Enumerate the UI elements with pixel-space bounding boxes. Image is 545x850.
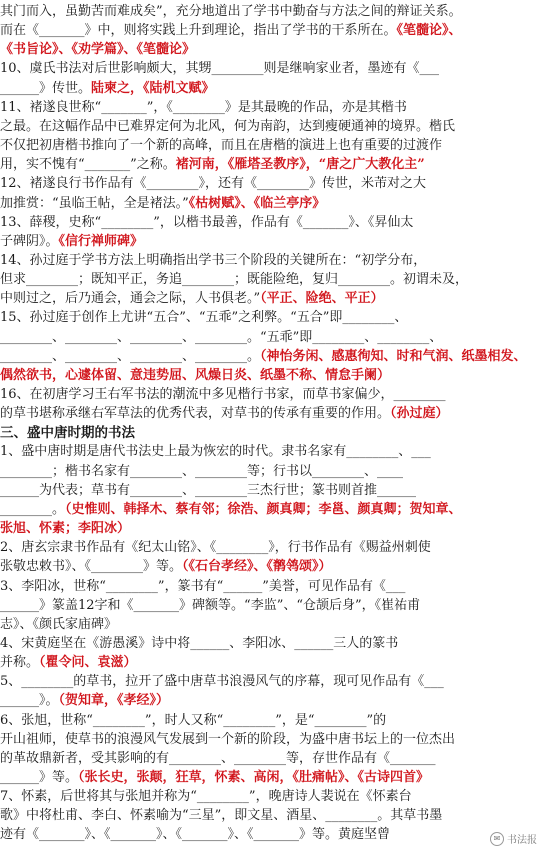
question-text: ________、________、________、________。 [0, 348, 261, 364]
question-text: 4、宋黄庭坚在《游愚溪》诗中将______、李阳冰、______三人的篆书 [0, 635, 399, 651]
text-line [0, 329, 545, 347]
text-line [0, 137, 545, 155]
question-text: 的草书堪称承继右军草法的优秀代表，对草书的传承有重要的作用。 [0, 406, 391, 422]
question-text: 16、在初唐学习王右军书法的潮流中多见楷行书家，而草书家偏少，________ [0, 387, 446, 402]
text-line [0, 692, 545, 710]
answer-text: 偶然欲书，心遽体留、意违势屈、风燥日炎、纸墨不称、情怠手阑） [0, 367, 391, 383]
question-text: 2、唐玄宗隶书作品有《纪太山铭》、《________》，行书作品有《赐益州刺使 [0, 540, 431, 556]
question-text: 15、孙过庭于创作上尤讲“五合”、“五乖”之利弊。“五合”即________、 [0, 310, 408, 326]
text-line [0, 367, 545, 385]
question-text: 并称。 [0, 655, 40, 671]
text-line [0, 482, 545, 500]
answer-text: 《笔髓论》、 [396, 23, 462, 39]
question-text: ________、________、________、________。“五乖”即________、________、 [0, 329, 443, 345]
question-text: 加推赏：“虽临王帖，全是褚法。” [0, 195, 189, 211]
text-line [0, 558, 545, 576]
text-line [0, 616, 545, 634]
question-text: 1、盛中唐时期是唐代书法史上最为恢宏的时代。隶书名家有________、___ [0, 444, 431, 460]
text-line [0, 731, 545, 749]
text-line [0, 80, 545, 98]
text-line [0, 673, 545, 691]
answer-text: （孙过庭） [390, 406, 449, 422]
text-line [0, 233, 545, 251]
question-text: 张敬忠敕书》、《________》等。 [0, 559, 183, 575]
question-text: ________。 [0, 501, 66, 517]
text-line [0, 424, 545, 443]
text-line [0, 597, 545, 615]
text-line [0, 750, 545, 768]
question-text: 用，实不愧有“_______”之称。 [0, 157, 176, 173]
answer-text: 张旭、怀素；李阳冰） [0, 521, 131, 537]
question-text: ________；楷书名家有________、________等；行书以________、____ [0, 463, 404, 479]
answer-text: （贺知章，《孝经》） [58, 693, 170, 709]
text-line [0, 769, 545, 787]
text-line [0, 252, 545, 270]
text-line [0, 712, 545, 730]
text-line [0, 386, 545, 404]
text-line [0, 788, 545, 806]
text-line [0, 195, 545, 213]
text-line [0, 175, 545, 193]
question-text: 子碑阴》。 [0, 233, 59, 249]
answer-text: 《书旨论》、《劝学篇》、《笔髓论》 [0, 42, 196, 58]
question-text: 的革故鼎新者，受其影响的有________、________等，存世作品有《_______ [0, 750, 436, 766]
text-line [0, 578, 545, 596]
watermark [490, 831, 537, 846]
question-text: 之最。在这幅作品中已难界定何为北风，何为南韵，达到瘦硬通神的境界。楷氏 [0, 118, 456, 134]
question-text: 歌》中将杜甫、李白、怀素喻为“三星”，即文星、酒星、________。其草书墨 [0, 808, 443, 824]
text-line [0, 290, 545, 308]
question-text: 而在《_______》中，则将实践上升到理论，指出了学书的干系所在。 [0, 23, 397, 39]
question-text: 11、褚遂良世称“_______”，《________》是其最晚的作品，亦是其楷书 [0, 99, 407, 115]
text-line [0, 156, 545, 174]
text-line [0, 501, 545, 519]
text-line [0, 118, 545, 136]
text-line [0, 99, 545, 117]
text-line [0, 3, 545, 21]
question-text: 10、虞氏书法对后世影响颇大，其甥________则是继响家业者，墨迹有《___ [0, 61, 440, 77]
question-text: 12、褚遂良行书作品有《________》，还有《________》传世，米芾对之大 [0, 176, 427, 192]
answer-text: 褚河南，《雁塔圣教序》，“唐之广大教化主” [175, 157, 425, 173]
answer-text: （神怡务闲、感惠徇知、时和气润、纸墨相发、 [260, 348, 527, 364]
text-line [0, 520, 545, 538]
answer-text: 陆柬之，《陆机文赋》 [91, 80, 215, 96]
section-heading: 三、盛中唐时期的书法 [0, 425, 135, 442]
text-line [0, 41, 545, 59]
question-text: 中则过之，后乃通会，通会之际，人书俱老。” [0, 291, 261, 307]
text-line [0, 271, 545, 289]
watermark-text: 书法报 [507, 835, 537, 846]
question-text: 志》、《颜氏家庙碑》 [0, 616, 118, 632]
answer-text: 《枯树赋》、《临兰亭序》 [188, 195, 326, 211]
question-text: ______为代表；草书有________、________三杰行世；篆书则首推______ [0, 482, 417, 498]
text-line [0, 463, 545, 481]
text-line [0, 826, 545, 844]
question-text: 其门而入，虽勤苦而难成矣”，充分地道出了学书中勤奋与方法之间的辩证关系。 [0, 4, 462, 19]
text-line [0, 22, 545, 40]
answer-text: 《信行禅师碑》 [58, 233, 144, 249]
question-text: 不仅把初唐楷书推向了一个新的高峰，而且在唐楷的演进上也有重要的过渡作 [0, 138, 443, 154]
question-text: 开山祖师，使草书的浪漫风气发展到一个新的阶段，为盛中唐书坛上的一位杰出 [0, 731, 456, 747]
question-text: 3、李阳冰，世称“________”，篆书有“______”美誉，可见作品有《___ [0, 578, 406, 594]
wechat-icon: ✉ [490, 832, 504, 846]
answer-text: （瞿令问、袁滋） [39, 655, 137, 671]
question-text: 14、孙过庭于学书方法上明确指出学书三个阶段的关键所在：“初学分布， [0, 252, 427, 268]
question-text: ______》等。 [0, 770, 79, 785]
question-text: 7、怀素，后世将其与张旭并称为“________”，晚唐诗人裴说在《怀素台 [0, 789, 412, 805]
text-line [0, 807, 545, 825]
text-line [0, 60, 545, 78]
answer-text: （《石台孝经》、《鹡鸰颂》） [182, 559, 332, 575]
text-line [0, 405, 545, 423]
question-text: 6、张旭，世称“________”，时人又称“________”，是“________”的 [0, 712, 387, 728]
question-text: 13、薛稷，史称“________”，以楷书最善，作品有《_______》、《昇仙太 [0, 214, 414, 230]
answer-text: （张长史，张颠，狂草，怀素、高闲，《肚痛帖》、《古诗四首》 [78, 770, 430, 785]
text-line [0, 348, 545, 366]
text-line [0, 654, 545, 672]
question-text: ______》。 [0, 693, 59, 709]
text-line [0, 539, 545, 557]
text-line [0, 214, 545, 232]
question-text: 但求________；既知平正，务追________；既能险绝，复归________。初谓未及， [0, 272, 469, 288]
question-text: ______》传世。 [0, 80, 92, 96]
question-text: 5、________的草书，拉开了盛中唐草书浪漫风气的序幕，现可见作品有《___ [0, 674, 444, 690]
text-line [0, 635, 545, 653]
text-line [0, 309, 545, 327]
answer-text: （史惟则、韩择木、蔡有邻；徐浩、颜真卿；李邕、颜真卿；贺知章、 [65, 501, 462, 517]
question-text: 迹有《_______》、《_______》、《_______》、《_______》等。黄庭坚曾 [0, 827, 391, 843]
text-line [0, 443, 545, 461]
answer-text: （平正、险绝、平正） [260, 291, 384, 307]
question-text: ______》篆盖12字和《_______》碑额等。“李监”、“仓颉后身”，《崔祐甫 [0, 597, 421, 613]
